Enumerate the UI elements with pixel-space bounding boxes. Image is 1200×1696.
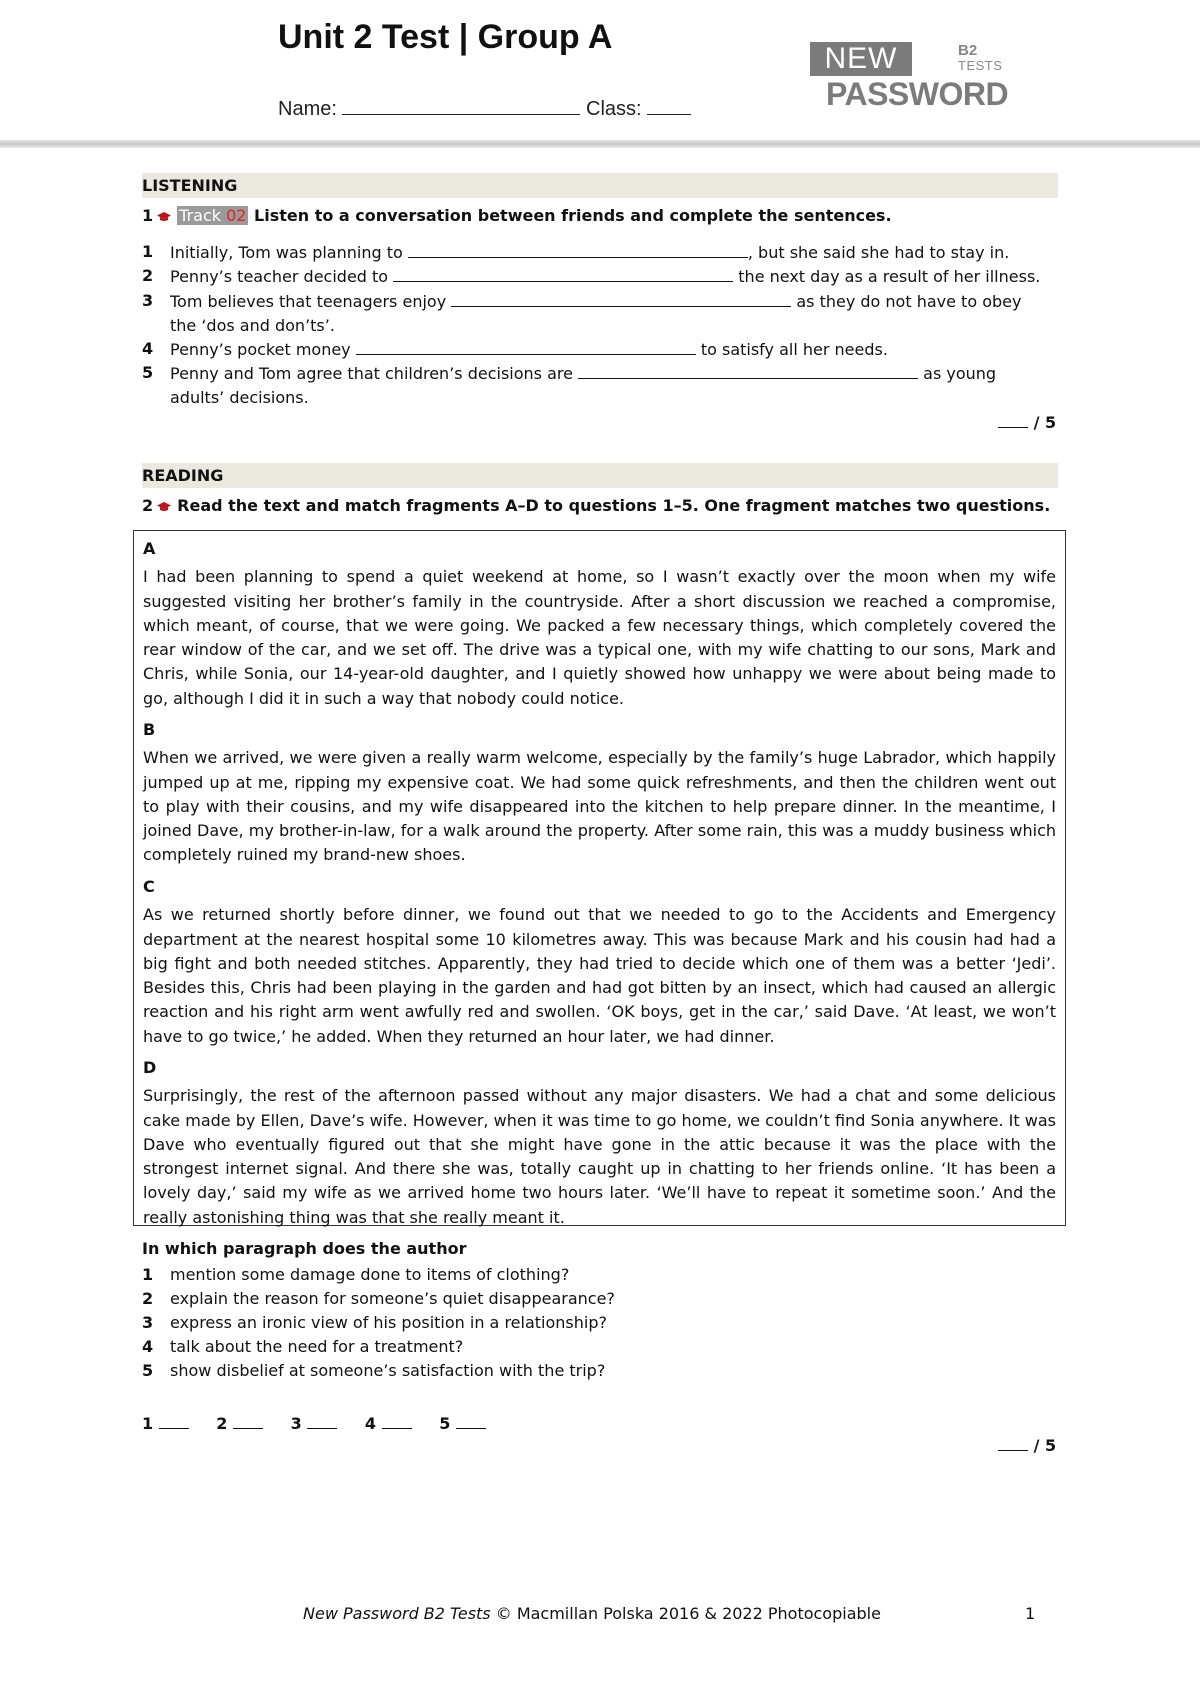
class-field[interactable] xyxy=(647,96,691,115)
paragraph-label: C xyxy=(143,877,155,896)
reading-text-box xyxy=(133,530,1066,1226)
paragraph-text: I had been planning to spend a quiet weekend at home, so I wasn’t exactly over the moon when my wife suggested visiting her brother’s family in the countryside. After a short discussion we reached a compromise, which meant, of course, that we were going. We packed a few necessary things, which completely covered the rear window of the car, and we set off. The drive was a typical one, with my wife chatting to our sons, Mark and Chris, while Sonia, our 14-year-old daughter, and I quietly showed how unhappy we were about being made to go, although I did it in such a way that nobody could notice. xyxy=(143,567,1056,708)
paragraph-a xyxy=(143,537,1056,711)
item-text: Penny’s teacher decided to xyxy=(170,267,389,286)
answer-row xyxy=(142,1411,508,1433)
item-number: 1 xyxy=(142,242,154,261)
section-listening xyxy=(142,173,1058,198)
answer-blank[interactable] xyxy=(393,264,733,282)
item-text: Penny and Tom agree that children’s decisions are xyxy=(170,364,573,383)
name-label: Name: xyxy=(278,98,337,120)
item-number: 4 xyxy=(142,339,154,358)
answer-blank[interactable] xyxy=(456,1411,486,1429)
question-number: 5 xyxy=(142,1361,154,1380)
item-text: to satisfy all her needs. xyxy=(695,340,888,359)
item-text: Tom believes that teenagers enjoy xyxy=(170,292,447,311)
logo-tests: TESTS xyxy=(958,58,1003,73)
track-number: 02 xyxy=(226,206,247,225)
answer-blank[interactable] xyxy=(451,289,791,307)
question-number: 3 xyxy=(142,1313,154,1332)
answer-blank[interactable] xyxy=(382,1411,412,1429)
question-text: explain the reason for someone’s quiet disappearance? xyxy=(170,1289,615,1308)
header-divider xyxy=(0,140,1200,148)
instruction-text: Read the text and match fragments A–D to questions 1–5. One fragment matches two questions. xyxy=(177,496,1051,515)
question-number: 1 xyxy=(142,1265,154,1284)
paragraph-text: When we arrived, we were given a really warm welcome, especially by the family’s huge Labrador, which happily jumped up at me, ripping my expensive coat. We had some quick refreshments, and then the children went out to play with their cousins, and my wife disappeared into the kitchen to help prepare dinner. In the meantime, I joined Dave, my brother-in-law, for a walk around the property. After some rain, this was a muddy business which completely ruined my brand-new shoes. xyxy=(143,748,1056,865)
answer-number: 4 xyxy=(364,1414,377,1433)
answer-blank[interactable] xyxy=(307,1411,337,1429)
graduation-cap-icon xyxy=(157,502,171,512)
answer-blank[interactable] xyxy=(408,240,748,258)
item-text: Initially, Tom was planning to xyxy=(170,243,403,262)
footer-text: © Macmillan Polska 2016 & 2022 Photocopiable xyxy=(490,1604,881,1623)
question-text: mention some damage done to items of clothing? xyxy=(170,1265,570,1284)
graduation-cap-icon xyxy=(157,212,171,222)
paragraph-b xyxy=(143,718,1056,868)
paragraph-d xyxy=(143,1056,1056,1230)
logo-password: PASSWORD xyxy=(826,76,1009,112)
answer-blank[interactable] xyxy=(356,337,696,355)
item-text: as they do not have to obey the ‘dos and don’ts’. xyxy=(170,292,1022,335)
answer-blank[interactable] xyxy=(159,1411,189,1429)
task-number: 1 xyxy=(142,206,154,225)
logo-b2: B2 xyxy=(958,42,978,59)
question-text: show disbelief at someone’s satisfaction with the trip? xyxy=(170,1361,606,1380)
reading-instruction xyxy=(142,494,1050,518)
question-text: express an ironic view of his position in a relationship? xyxy=(170,1313,607,1332)
reading-score xyxy=(998,1433,1056,1455)
answer-number: 3 xyxy=(290,1414,302,1433)
page-number: 1 xyxy=(1025,1604,1036,1623)
listening-instruction xyxy=(142,204,892,228)
paragraph-text: As we returned shortly before dinner, we found out that we needed to go to the Accidents and Emergency department at the nearest hospital some 10 kilometres away. This was because Mark and his cousin had had a big fight and both needed stitches. Apparently, they had tried to decide which one of them was a better ‘Jedi’. Besides this, Chris had been playing in the garden and had got bitten by an insect, which had caused an allergic reaction and his right arm went awfully red and swollen. ‘OK boys, get in the car,’ said Dave. ‘At least, we won’t have to go twice,’ he added. When they returned an hour later, we had dinner. xyxy=(143,905,1056,1046)
track-word: Track xyxy=(179,206,222,225)
question-text: talk about the need for a treatment? xyxy=(170,1337,464,1356)
item-text: as young adults’ decisions. xyxy=(170,364,997,407)
answer-blank[interactable] xyxy=(578,361,918,379)
item-number: 5 xyxy=(142,363,154,382)
score-total: / 5 xyxy=(1033,413,1057,432)
section-reading xyxy=(142,463,1058,488)
item-text: the next day as a result of her illness. xyxy=(733,267,1041,286)
listening-score xyxy=(998,410,1056,432)
paragraph-label: D xyxy=(143,1058,157,1077)
logo-new: NEW xyxy=(810,42,912,76)
paragraph-label: B xyxy=(143,720,156,739)
item-text: , but she said she had to stay in. xyxy=(747,243,1010,262)
class-label: Class: xyxy=(586,98,642,120)
item-number: 3 xyxy=(142,291,154,310)
question-heading: In which paragraph does the author xyxy=(142,1239,467,1258)
new-password-logo xyxy=(810,42,1010,112)
answer-number: 5 xyxy=(439,1414,451,1433)
item-number: 2 xyxy=(142,266,154,285)
item-text: Penny’s pocket money xyxy=(170,340,351,359)
section-label-reading: READING xyxy=(142,466,224,485)
name-field[interactable] xyxy=(342,96,580,115)
question-number: 4 xyxy=(142,1337,154,1356)
answer-number: 1 xyxy=(142,1414,154,1433)
score-total: / 5 xyxy=(1033,1436,1057,1455)
footer-copyright xyxy=(303,1604,881,1623)
page-title: Unit 2 Test | Group A xyxy=(278,18,613,56)
section-label-listening: LISTENING xyxy=(142,176,238,195)
question-number: 2 xyxy=(142,1289,154,1308)
paragraph-label: A xyxy=(143,539,156,558)
instruction-text: Listen to a conversation between friends and complete the sentences. xyxy=(254,206,892,225)
name-class-line xyxy=(278,96,691,121)
task-number: 2 xyxy=(142,496,154,515)
answer-blank[interactable] xyxy=(233,1411,263,1429)
answer-number: 2 xyxy=(216,1414,228,1433)
paragraph-text: Surprisingly, the rest of the afternoon passed without any major disasters. We had a chat and some delicious cake made by Ellen, Dave’s wife. However, when it was time to go home, we couldn’t find Sonia anywhere. It was Dave who eventually figured out that she might have gone in the attic because it was the place with the strongest internet signal. And there she was, totally caught up in chatting to her friends online. ‘It has been a lovely day,’ said my wife as we arrived home two hours later. ‘We’ll have to repeat it sometime soon.’ And the really astonishing thing was that she really meant it. xyxy=(143,1086,1056,1227)
footer-book-title: New Password B2 Tests xyxy=(303,1604,491,1623)
track-badge[interactable] xyxy=(177,206,248,225)
score-blank[interactable] xyxy=(998,1433,1028,1451)
score-blank[interactable] xyxy=(998,410,1028,428)
paragraph-c xyxy=(143,875,1056,1049)
